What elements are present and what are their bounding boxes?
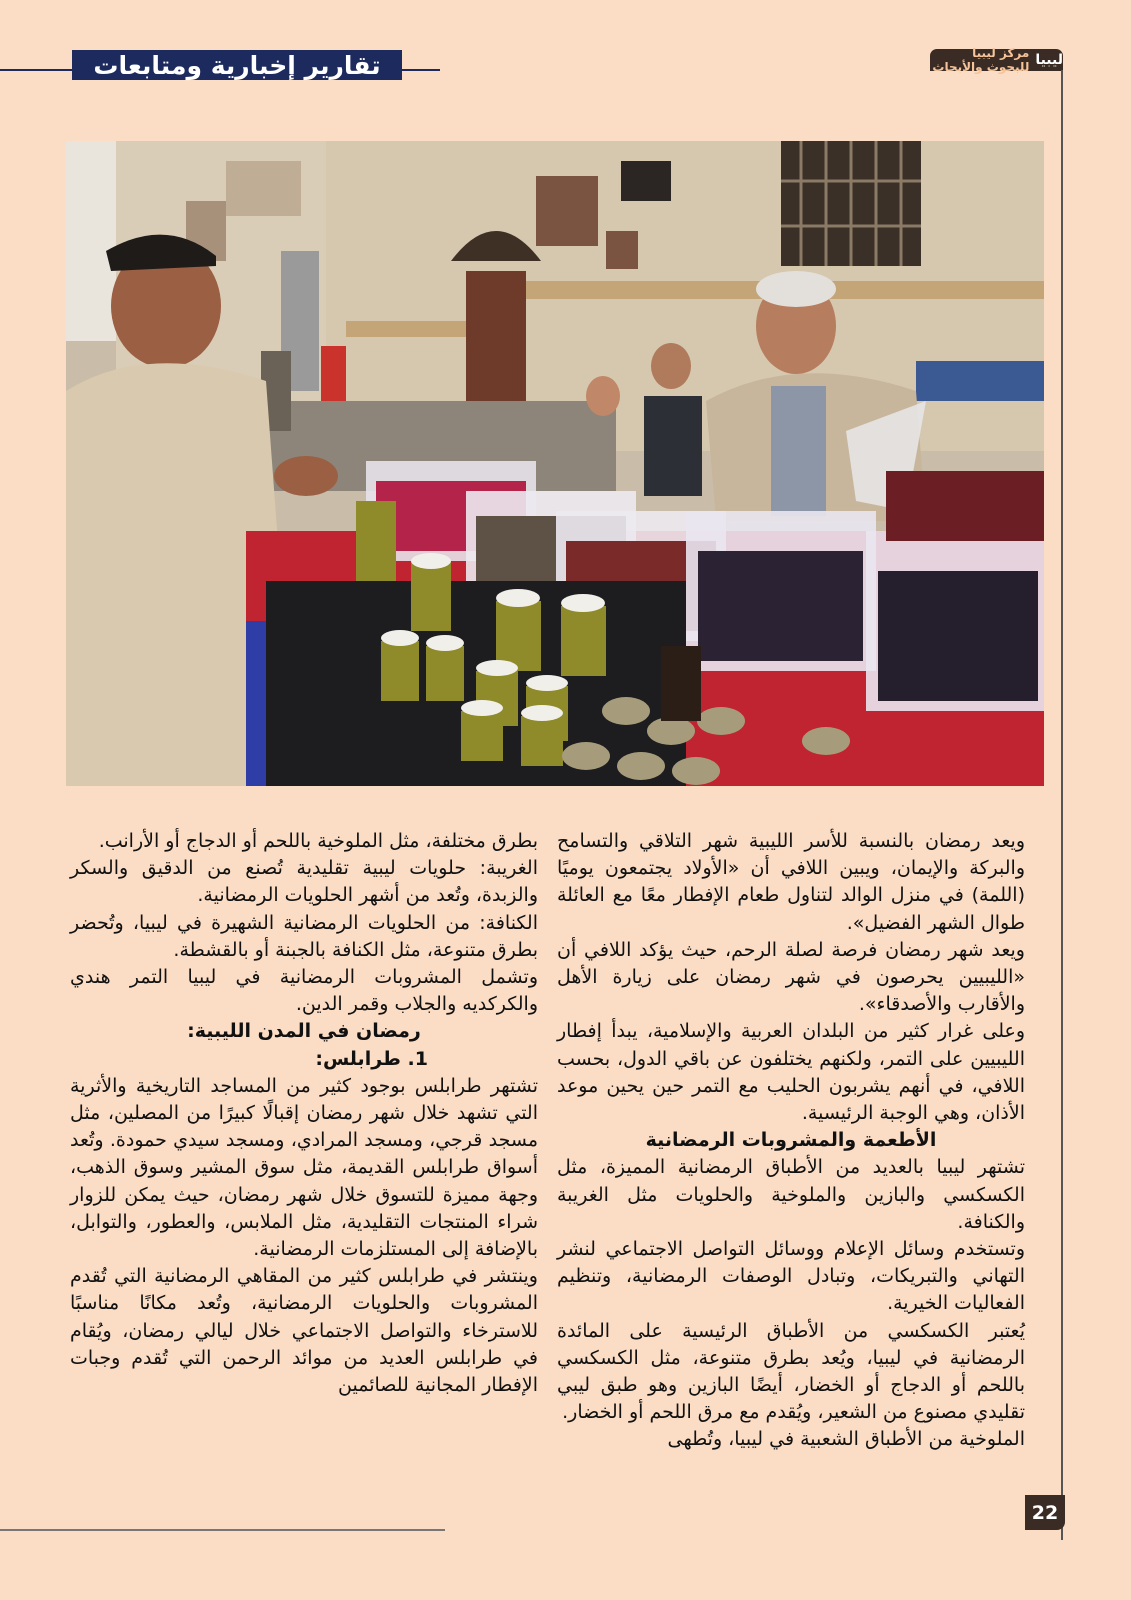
paragraph: ويعد شهر رمضان فرصة لصلة الرحم، حيث يؤكد اللافي أن «الليبيين يحرصون في شهر رمضان على زيارة الأهل والأقارب والأصدقاء». — [557, 938, 1025, 1016]
margin-rule — [1061, 70, 1063, 1540]
subsection-heading: 1. طرابلس: — [315, 1047, 428, 1070]
logo-accent: ليبيا — [1035, 52, 1063, 68]
section-title: تقارير إخبارية ومتابعات — [72, 50, 402, 80]
paragraph: وينتشر في طرابلس كثير من المقاهي الرمضانية التي تُقدم المشروبات والحلويات الرمضانية، وتُعد مكانًا مناسبًا للاسترخاء والتواصل الاجتماعي خلال ليالي رمضان، ويُقام في طرابلس العديد من موائد الرحمن التي تُقدم وجبات الإفطار المجانية للصائمين — [70, 1265, 538, 1397]
paragraph: الكنافة: من الحلويات الرمضانية الشهيرة في ليبيا، وتُحضر بطرق متنوعة، مثل الكنافة بالجبنة أو بالقشطة. — [70, 911, 538, 961]
paragraph: الملوخية من الأطباق الشعبية في ليبيا، وتُطهى — [667, 1428, 1025, 1451]
photo-illustration — [66, 141, 1044, 786]
article-column-left — [70, 828, 538, 1399]
section-heading: رمضان في المدن الليبية: — [187, 1020, 421, 1043]
publisher-logo — [930, 46, 1063, 74]
section-heading: الأطعمة والمشروبات الرمضانية — [645, 1129, 937, 1152]
paragraph: وعلى غرار كثير من البلدان العربية والإسلامية، يبدأ إفطار الليبيين على التمر، ولكنهم يختلفون عن باقي الدول، بحسب اللافي، في أنهم يشربون الحليب مع التمر حين يحين موعد الأذان، وهي الوجبة الرئيسية. — [557, 1020, 1025, 1125]
page-number: 22 — [1025, 1495, 1065, 1530]
paragraph: وتشمل المشروبات الرمضانية في ليبيا التمر هندي والكركديه والجلاب وقمر الدين. — [70, 966, 538, 1016]
market-stall-photo — [66, 141, 1044, 786]
footer-rule — [0, 1529, 445, 1531]
paragraph: يُعتبر الكسكسي من الأطباق الرئيسية على المائدة الرمضانية في ليبيا، ويُعد بطرق متنوعة، مثل الكسكسي باللحم أو الدجاج أو الخضار، أيضًا البازين وهو طبق ليبي تقليدي مصنوع من الشعير، ويُقدم مع مرق اللحم أو الخضار. — [557, 1319, 1025, 1424]
paragraph: بطرق مختلفة، مثل الملوخية باللحم أو الدجاج أو الأرانب. — [98, 830, 538, 852]
paragraph: تشتهر طرابلس بوجود كثير من المساجد التاريخية والأثرية التي تشهد خلال شهر رمضان إقبالًا كبيرًا من المصلين، مثل مسجد قرجي، ومسجد المرادي، ومسجد سيدي حمودة. وتُعد أسواق طرابلس القديمة، مثل سوق المشير وسوق الذهب، وجهة مميزة للتسوق خلال شهر رمضان، حيث يمكن للزوار شراء المنتجات التقليدية، مثل الملابس، والعطور، والتوابل، بالإضافة إلى المستلزمات الرمضانية. — [70, 1074, 538, 1261]
paragraph: الغريبة: حلويات ليبية تقليدية تُصنع من الدقيق والسكر والزبدة، وتُعد من أشهر الحلويات الرمضانية. — [70, 857, 538, 907]
logo-text: مركز ليبيا للبحوث والأبحاث — [932, 46, 1030, 74]
article-column-right — [557, 828, 1025, 1454]
paragraph: ويعد رمضان بالنسبة للأسر الليبية شهر التلاقي والتسامح والبركة والإيمان، ويبين اللافي أن «الأولاد يجتمعون يوميًا (اللمة) في منزل الوالد لتناول طعام الإفطار معًا مع العائلة طوال الشهر الفضيل». — [557, 830, 1025, 934]
paragraph: وتستخدم وسائل الإعلام ووسائل التواصل الاجتماعي لنشر التهاني والتبريكات، وتبادل الوصفات الرمضانية، وتنظيم الفعاليات الخيرية. — [557, 1238, 1025, 1315]
paragraph: تشتهر ليبيا بالعديد من الأطباق الرمضانية المميزة، مثل الكسكسي والبازين والملوخية والحلويات مثل الغريبة والكنافة. — [557, 1156, 1025, 1233]
